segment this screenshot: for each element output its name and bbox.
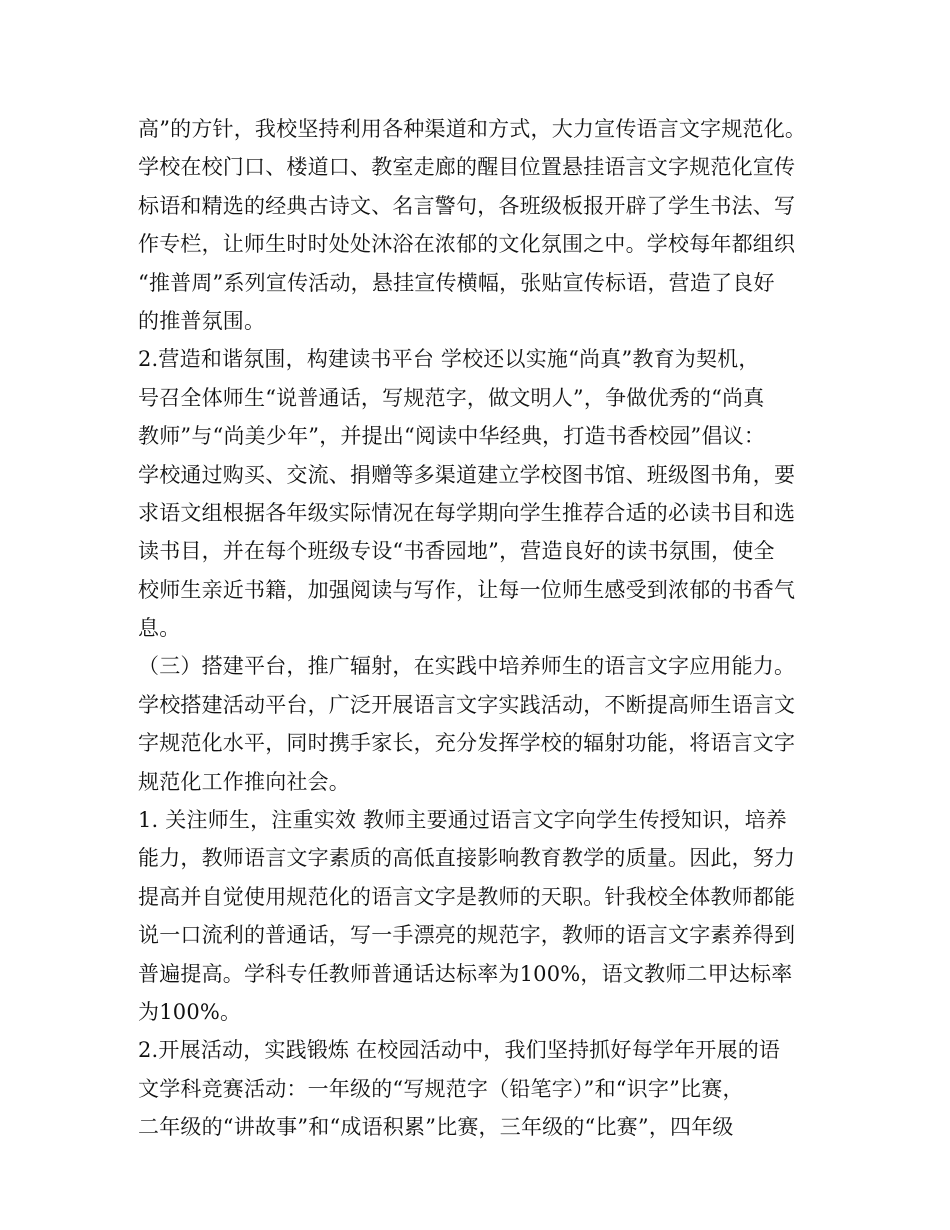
- text-line: 高”的方针，我校坚持利用各种渠道和方式，大力宣传语言文字规范化。: [138, 117, 807, 141]
- text-line: 为100%。: [138, 999, 242, 1024]
- text-line: 息。: [138, 616, 181, 641]
- text-line: 1. 关注师生，注重实效 教师主要通过语言文字向学生传授知识，培养: [138, 808, 787, 833]
- text-line: 教师”与“尚美少年”，并提出“阅读中华经典，打造书香校园”倡议：: [138, 424, 766, 449]
- text-line: 二年级的“讲故事”和“成语积累”比赛，三年级的“比赛”，四年级: [138, 1115, 734, 1140]
- text-line: 字规范化水平，同时携手家长，充分发挥学校的辐射功能，将语言文字: [138, 731, 796, 756]
- text-line: 规范化工作推向社会。: [138, 769, 350, 794]
- text-line: 作专栏，让师生时时处处沐浴在浓郁的文化氛围之中。学校每年都组织: [138, 232, 796, 257]
- text-line: 号召全体师生“说普通话，写规范字，做文明人”，争做优秀的“尚真: [138, 385, 765, 410]
- text-line: 读书目，并在每个班级专设“书香园地”，营造良好的读书氛围，使全: [138, 539, 775, 564]
- text-line: 说一口流利的普通话，写一手漂亮的规范字，教师的语言文字素养得到: [138, 923, 796, 948]
- text-line: （三）搭建平台，推广辐射，在实践中培养师生的语言文字应用能力。: [138, 654, 796, 679]
- text-line: 的推普氛围。: [138, 308, 266, 333]
- text-line: 文学科竞赛活动：一年级的“写规范字（铅笔字）”和“识字”比赛，: [138, 1076, 744, 1101]
- text-line: 标语和精选的经典古诗文、名言警句，各班级板报开辟了学生书法、写: [138, 193, 796, 218]
- text-line: 普遍提高。学科专任教师普通话达标率为100%，语文教师二甲达标率: [138, 961, 793, 986]
- text-line: 校师生亲近书籍，加强阅读与写作，让每一位师生感受到浓郁的书香气: [138, 577, 796, 602]
- text-line: 学校通过购买、交流、捐赠等多渠道建立学校图书馆、班级图书角，要: [138, 462, 796, 487]
- text-line: 2.开展活动，实践锻炼 在校园活动中，我们坚持抓好每学年开展的语: [138, 1038, 781, 1063]
- document-body: [138, 110, 818, 1147]
- text-line: 能力，教师语言文字素质的高低直接影响教育教学的质量。因此，努力: [138, 846, 796, 871]
- text-line: 求语文组根据各年级实际情况在每学期向学生推荐合适的必读书目和选: [138, 500, 796, 525]
- text-line: 2.营造和谐氛围，构建读书平台 学校还以实施“尚真”教育为契机，: [138, 347, 760, 372]
- text-line: 学校在校门口、楼道口、教室走廊的醒目位置悬挂语言文字规范化宣传: [138, 155, 796, 180]
- text-line: 提高并自觉使用规范化的语言文字是教师的天职。针我校全体教师都能: [138, 884, 796, 909]
- text-line: 学校搭建活动平台，广泛开展语言文字实践活动，不断提高师生语言文: [138, 692, 796, 717]
- text-line: “推普周”系列宣传活动，悬挂宣传横幅，张贴宣传标语，营造了良好: [138, 270, 775, 295]
